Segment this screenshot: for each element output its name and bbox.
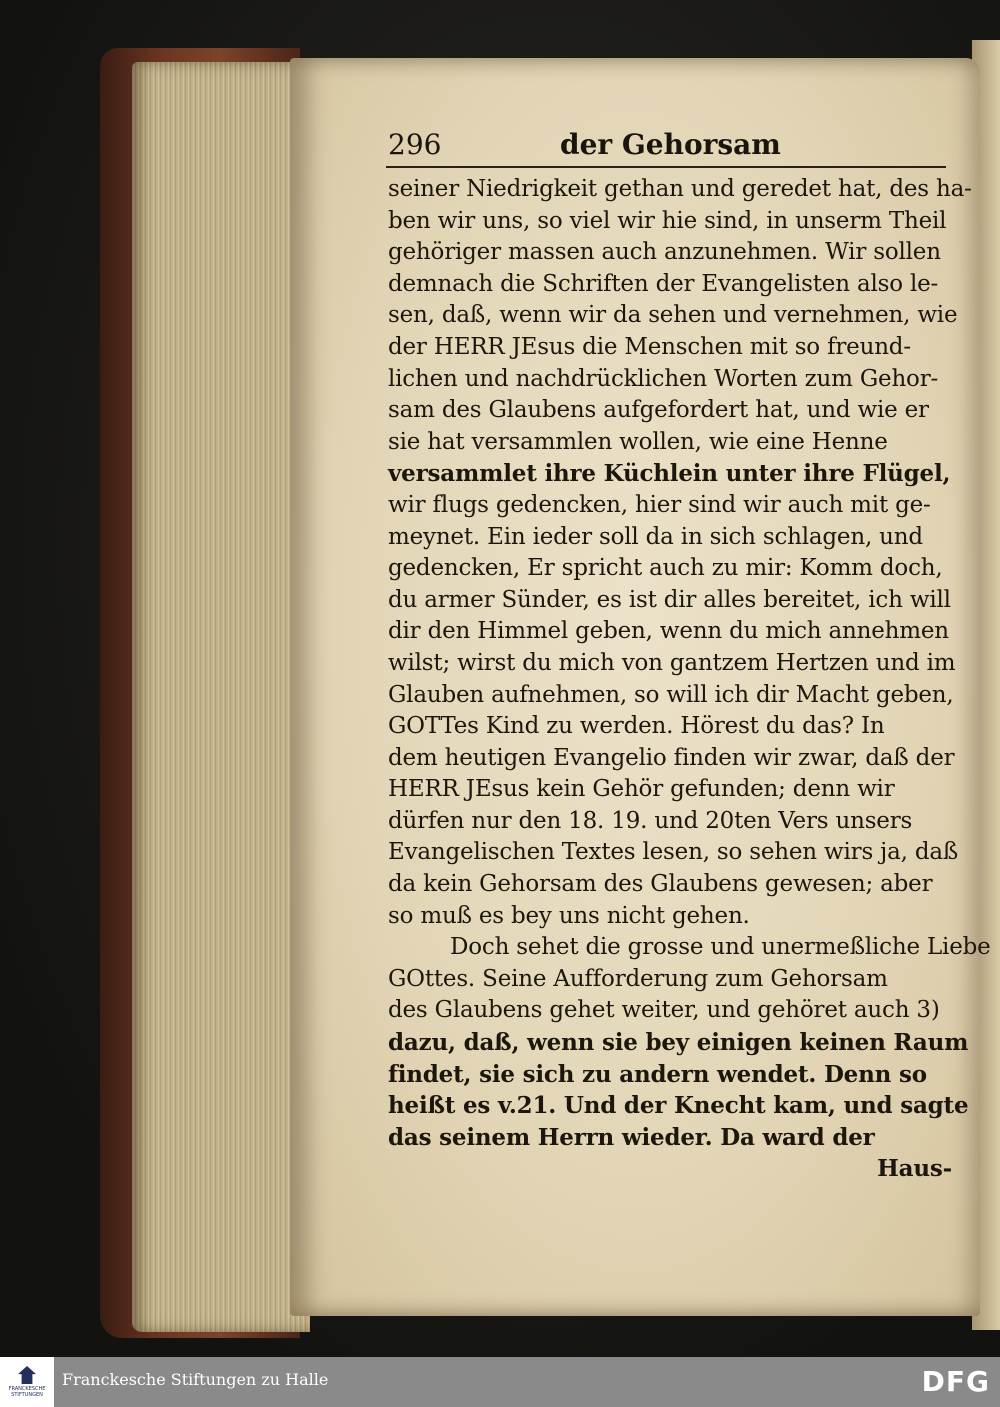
text-line: da kein Gehorsam des Glaubens gewesen; aber	[388, 871, 933, 898]
institution-name[interactable]: Franckesche Stiftungen zu Halle	[62, 1370, 329, 1389]
text-line: das seinem Herrn wieder. Da ward der	[388, 1123, 875, 1151]
dfg-logo[interactable]: DFG	[921, 1365, 990, 1398]
body-text	[388, 174, 991, 1185]
text-line: gehöriger massen auch anzunehmen. Wir sollen	[388, 239, 941, 266]
page-number: 296	[388, 128, 442, 161]
page-edges	[132, 62, 310, 1332]
text-line: dem heutigen Evangelio finden wir zwar, daß der	[388, 744, 955, 771]
text-line: der HERR JEsus die Menschen mit so freund-	[388, 333, 911, 360]
text-line: dir den Himmel geben, wenn du mich annehmen	[388, 618, 949, 645]
text-line: des Glaubens gehet weiter, und gehöret auch 3)	[388, 997, 940, 1024]
text-line: wilst; wirst du mich von gantzem Hertzen und im	[388, 649, 956, 676]
text-line: dürfen nur den 18. 19. und 20ten Vers unsers	[388, 807, 913, 834]
text-line: demnach die Schriften der Evangelisten also le-	[388, 270, 939, 297]
text-line: ben wir uns, so viel wir hie sind, in unserm Theil	[388, 207, 947, 234]
text-line: sen, daß, wenn wir da sehen und vernehmen, wie	[388, 302, 958, 329]
text-line: wir flugs gedencken, hier sind wir auch mit ge-	[388, 491, 931, 518]
text-line: versammlet ihre Küchlein unter ihre Flügel,	[388, 460, 951, 488]
text-line: Doch sehet die grosse und unermeßliche Liebe	[450, 934, 991, 961]
text-line: Glauben aufnehmen, so will ich dir Macht geben,	[388, 681, 954, 708]
text-line: HERR JEsus kein Gehör gefunden; denn wir	[388, 776, 895, 803]
text-line: meynet. Ein ieder soll da in sich schlagen, und	[388, 523, 923, 550]
text-line: gedencken, Er spricht auch zu mir: Komm doch,	[388, 555, 943, 582]
text-line: sie hat versammlen wollen, wie eine Henne	[388, 428, 888, 455]
text-line: du armer Sünder, es ist dir alles bereitet, ich will	[388, 586, 951, 613]
book-page	[290, 58, 991, 1316]
institution-logo[interactable]	[0, 1357, 54, 1407]
footer-bar	[0, 1357, 1000, 1407]
text-line: seiner Niedrigkeit gethan und geredet hat, des ha-	[388, 176, 972, 202]
text-line: GOTTes Kind zu werden. Hörest du das? In	[388, 713, 885, 740]
text-line: sam des Glaubens aufgefordert hat, und wie er	[388, 397, 929, 424]
page-header	[388, 128, 948, 168]
header-rule	[386, 166, 946, 168]
text-line: dazu, daß, wenn sie bey einigen keinen Raum	[388, 1029, 969, 1057]
text-line: lichen und nachdrücklichen Worten zum Gehor-	[388, 365, 939, 392]
running-head: der Gehorsam	[560, 128, 781, 161]
text-line: findet, sie sich zu andern wendet. Denn so	[388, 1060, 927, 1088]
logo-text: FRANCKESCHE STIFTUNGEN	[8, 1386, 46, 1398]
text-line: so muß es bey uns nicht gehen.	[388, 902, 750, 929]
text-line: heißt es v.21. Und der Knecht kam, und sagte	[388, 1092, 969, 1120]
text-line: GOttes. Seine Aufforderung zum Gehorsam	[388, 965, 888, 992]
building-icon	[18, 1366, 36, 1384]
catchword: Haus-	[877, 1155, 952, 1183]
text-line: Evangelischen Textes lesen, so sehen wirs ja, daß	[388, 839, 959, 866]
